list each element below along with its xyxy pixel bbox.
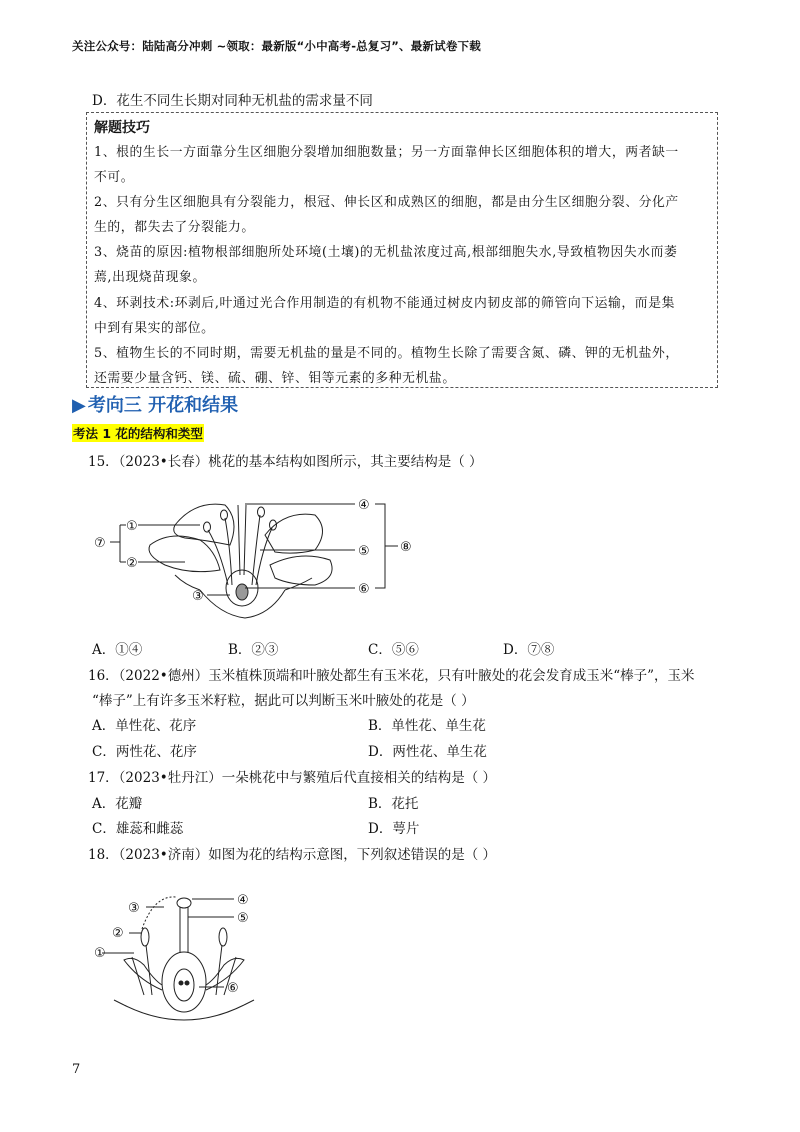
diagram-label-6: ⑥ xyxy=(358,582,370,597)
tip-line: 3、烧苗的原因:植物根部细胞所处环境(土壤)的无机盐浓度过高,根部细胞失水,导致植物因失水而萎 xyxy=(94,245,678,260)
diagram-label-3: ③ xyxy=(192,589,204,604)
q17-option-b[interactable]: B．花托 xyxy=(368,796,419,812)
question-16-stem-line1: 16．（2022•德州）玉米植株顶端和叶腋处都生有玉米花，只有叶腋处的花会发育成玉米“棒子”，玉米 xyxy=(88,668,695,684)
flower-structure-diagram xyxy=(84,885,284,1035)
peach-flower-diagram xyxy=(80,490,440,620)
triangle-icon: ▶ xyxy=(72,395,86,416)
page-header: 关注公众号：陆陆高分冲刺 ~领取：最新版“小中高考-总复习”、最新试卷下载 xyxy=(72,39,481,53)
tips-title: 解题技巧 xyxy=(94,120,150,136)
diagram18-label-6: ⑥ xyxy=(227,981,239,996)
diagram-label-2: ② xyxy=(126,556,138,571)
question-18-stem: 18．（2023•济南）如图为花的结构示意图，下列叙述错误的是（ ） xyxy=(88,847,497,863)
q15-option-b[interactable]: B．②③ xyxy=(228,642,279,658)
tip-line: 4、环剥技术:环剥后,叶通过光合作用制造的有机物不能通过树皮内韧皮部的筛管向下运输，而是集 xyxy=(94,296,675,311)
section-heading xyxy=(72,391,238,417)
q17-option-c[interactable]: C．雄蕊和雌蕊 xyxy=(92,821,184,837)
q17-option-a[interactable]: A．花瓣 xyxy=(92,796,143,812)
tip-line: 蔫,出现烧苗现象。 xyxy=(94,270,206,285)
diagram-label-8: ⑧ xyxy=(400,540,412,555)
diagram-label-7: ⑦ xyxy=(94,536,106,551)
question-15-stem: 15．（2023•长春）桃花的基本结构如图所示，其主要结构是（ ） xyxy=(88,454,483,470)
q16-option-a[interactable]: A．单性花、花序 xyxy=(92,718,197,734)
tip-line: 1、根的生长一方面靠分生区细胞分裂增加细胞数量；另一方面靠伸长区细胞体积的增大，两者缺一 xyxy=(94,145,679,160)
diagram-label-1: ① xyxy=(126,519,138,534)
section-title: 考向三 开花和结果 xyxy=(87,395,239,416)
question-16-stem-line2: “棒子”上有许多玉米籽粒，据此可以判断玉米叶腋处的花是（ ） xyxy=(92,693,475,709)
tip-line: 2、只有分生区细胞具有分裂能力，根冠、伸长区和成熟区的细胞，都是由分生区细胞分裂、分化产 xyxy=(94,195,679,210)
diagram-label-5: ⑤ xyxy=(358,544,370,559)
q16-option-b[interactable]: B．单性花、单生花 xyxy=(368,718,486,734)
tip-line: 中到有果实的部位。 xyxy=(94,321,215,336)
previous-question-option-d: D．花生不同生长期对同种无机盐的需求量不同 xyxy=(92,93,373,109)
diagram18-label-3: ③ xyxy=(128,901,140,916)
diagram18-label-4: ④ xyxy=(237,893,249,908)
tip-line: 还需要少量含钙、镁、硫、硼、锌、钼等元素的多种无机盐。 xyxy=(94,371,456,386)
tip-line: 5、植物生长的不同时期，需要无机盐的量是不同的。植物生长除了需要含氮、磷、钾的无机盐外， xyxy=(94,346,679,361)
q15-option-c[interactable]: C．⑤⑥ xyxy=(368,642,419,658)
q15-option-a[interactable]: A．①④ xyxy=(92,642,143,658)
diagram-label-4: ④ xyxy=(358,498,370,513)
method-heading: 考法 1 花的结构和类型 xyxy=(73,426,203,441)
q17-option-d[interactable]: D．萼片 xyxy=(368,821,420,837)
tip-line: 不可。 xyxy=(94,170,135,185)
diagram18-label-5: ⑤ xyxy=(237,911,249,926)
page-number: 7 xyxy=(72,1062,81,1077)
diagram18-label-2: ② xyxy=(112,926,124,941)
tip-line: 生的，都失去了分裂能力。 xyxy=(94,220,255,235)
question-17-stem: 17．（2023•牡丹江）一朵桃花中与繁殖后代直接相关的结构是（ ） xyxy=(88,770,497,786)
q15-option-d[interactable]: D．⑦⑧ xyxy=(503,642,555,658)
q16-option-c[interactable]: C．两性花、花序 xyxy=(92,744,197,760)
q16-option-d[interactable]: D．两性花、单生花 xyxy=(368,744,487,760)
diagram18-label-1: ① xyxy=(94,946,106,961)
